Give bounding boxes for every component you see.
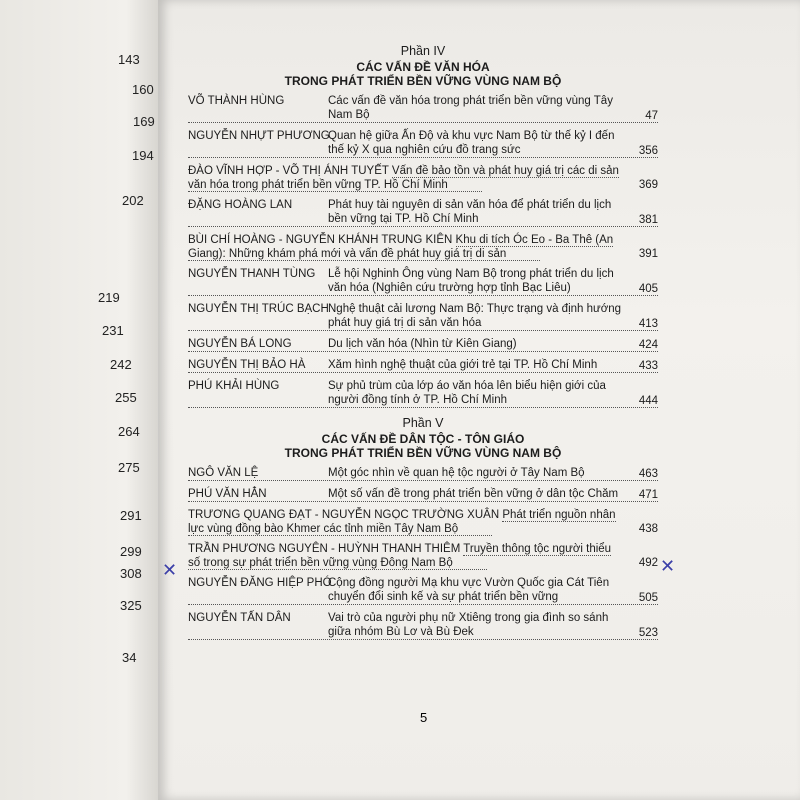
toc-title: Quan hệ giữa Ấn Độ và khu vực Nam Bộ từ thế kỷ I đến thế kỷ X qua nghiên cứu đồ trang sức bbox=[188, 129, 658, 158]
toc-page-number: 381 bbox=[638, 214, 658, 226]
toc-page-number: 438 bbox=[638, 523, 658, 535]
toc-title: Sự phủ trùm của lớp áo văn hóa lên biểu hiện giới của người đồng tính ở TP. Hồ Chí Minh bbox=[188, 379, 658, 408]
left-page-number: 242 bbox=[110, 357, 132, 372]
toc-page-number: 492 bbox=[638, 557, 658, 569]
toc-entry bbox=[188, 233, 658, 261]
toc-page-number: 471 bbox=[638, 489, 658, 501]
toc-author: ĐẶNG HOÀNG LAN bbox=[188, 199, 293, 211]
toc-page-number: 47 bbox=[645, 110, 658, 122]
toc-author: NGUYỄN TẤN DÂN bbox=[188, 612, 291, 624]
toc-entry bbox=[188, 164, 658, 192]
part-4-heading-line2: TRONG PHÁT TRIỂN BỀN VỮNG VÙNG NAM BỘ bbox=[284, 74, 562, 88]
toc-entry bbox=[188, 466, 658, 481]
toc-author: PHÚ KHẢI HÙNG bbox=[188, 380, 280, 392]
part-5-heading-line2: TRONG PHÁT TRIỂN BỀN VỮNG VÙNG NAM BỘ bbox=[284, 446, 562, 460]
toc-title: Một góc nhìn về quan hệ tộc người ở Tây Nam Bộ bbox=[188, 466, 658, 481]
toc-page-number: 391 bbox=[638, 248, 658, 260]
toc-page-number: 444 bbox=[638, 395, 658, 407]
toc-author: BÙI CHÍ HOÀNG - NGUYỄN KHÁNH TRUNG KIÊN bbox=[188, 234, 453, 246]
left-page-number: 299 bbox=[120, 544, 142, 559]
left-page-number: 308 bbox=[120, 566, 142, 581]
left-page-number: 169 bbox=[133, 114, 155, 129]
toc-entry bbox=[188, 302, 658, 331]
left-page-number: 194 bbox=[132, 148, 154, 163]
left-page-number: 255 bbox=[115, 390, 137, 405]
toc-author: NGÔ VĂN LỆ bbox=[188, 467, 259, 479]
toc-page-number: 463 bbox=[638, 468, 658, 480]
toc-title: Phát triển nguồn nhân lực vùng đồng bào Khmer các tỉnh miền Tây Nam Bộ bbox=[188, 509, 616, 535]
left-page-number: 291 bbox=[120, 508, 142, 523]
toc-title: Truyền thông tộc người thiểu số trong sự phát triển bền vững vùng Đông Nam Bộ bbox=[188, 543, 612, 569]
toc-entry bbox=[188, 542, 658, 570]
toc-entry bbox=[188, 337, 658, 352]
page-number: 5 bbox=[420, 710, 428, 725]
part-4-label: Phần IV bbox=[400, 44, 446, 58]
toc-title: Một số vấn đề trong phát triển bền vững ở dân tộc Chăm bbox=[188, 487, 658, 502]
toc-title: Các vấn đề văn hóa trong phát triển bền vững vùng Tây Nam Bộ bbox=[188, 94, 658, 123]
left-page-number: 160 bbox=[132, 82, 154, 97]
left-page-number: 275 bbox=[118, 460, 140, 475]
toc-author: NGUYỄN THANH TÙNG bbox=[188, 268, 316, 280]
toc-page-number: 505 bbox=[638, 592, 658, 604]
toc-entry bbox=[188, 379, 658, 408]
toc-title: Vấn đề bảo tồn và phát huy giá trị các di sản văn hóa trong phát triển bền vững TP. Hồ Chí Minh bbox=[188, 165, 619, 191]
part-4-heading-line1: CÁC VẤN ĐỀ VĂN HÓA bbox=[356, 60, 490, 74]
toc-page-number: 356 bbox=[638, 145, 658, 157]
toc-entry bbox=[188, 129, 658, 158]
table-of-contents bbox=[188, 40, 658, 640]
toc-title: Vai trò của người phụ nữ Xtiêng trong gia đình so sánh giữa nhóm Bù Lơ và Bù Đek bbox=[188, 611, 658, 640]
left-page-number: 143 bbox=[118, 52, 140, 67]
part-5-heading-line1: CÁC VẤN ĐỀ DÂN TỘC - TÔN GIÁO bbox=[321, 432, 525, 446]
left-page-number: 264 bbox=[118, 424, 140, 439]
toc-author: NGUYỄN ĐĂNG HIỆP PHÓ bbox=[188, 577, 332, 589]
toc-title: Nghệ thuật cải lương Nam Bộ: Thực trạng và định hướng phát huy giá trị di sản văn hóa bbox=[188, 302, 658, 331]
toc-entry bbox=[188, 508, 658, 536]
toc-author: ĐÀO VĨNH HỢP - VÕ THỊ ÁNH TUYẾT bbox=[188, 165, 389, 177]
right-page bbox=[158, 0, 800, 800]
toc-author: NGUYỄN BÁ LONG bbox=[188, 338, 292, 350]
toc-author: PHÚ VĂN HẲN bbox=[188, 488, 267, 500]
toc-entry bbox=[188, 358, 658, 373]
pen-mark-left: ✕ bbox=[162, 560, 178, 581]
toc-entry bbox=[188, 487, 658, 502]
toc-page-number: 369 bbox=[638, 179, 658, 191]
toc-entry bbox=[188, 94, 658, 123]
toc-page-number: 413 bbox=[638, 318, 658, 330]
left-page-number: 219 bbox=[98, 290, 120, 305]
part-5-label: Phần V bbox=[402, 416, 444, 430]
toc-page-number: 433 bbox=[638, 360, 658, 372]
toc-title: Du lịch văn hóa (Nhìn từ Kiên Giang) bbox=[188, 337, 658, 352]
left-page-number: 34 bbox=[122, 650, 137, 665]
toc-title: Phát huy tài nguyên di sản văn hóa để phát triển du lịch bền vững tại TP. Hồ Chí Minh bbox=[188, 198, 658, 227]
toc-entry bbox=[188, 198, 658, 227]
toc-author: NGUYỄN NHỰT PHƯƠNG bbox=[188, 130, 330, 142]
toc-page-number: 424 bbox=[638, 339, 658, 351]
left-page bbox=[0, 0, 158, 800]
left-page-number: 202 bbox=[122, 193, 144, 208]
left-page-number: 325 bbox=[120, 598, 142, 613]
toc-author: TRẦN PHƯƠNG NGUYÊN - HUỲNH THANH THIÊM bbox=[188, 543, 461, 555]
toc-entry bbox=[188, 267, 658, 296]
pen-mark-right: ✕ bbox=[660, 556, 676, 577]
toc-title: Lễ hội Nghinh Ông vùng Nam Bộ trong phát triển du lịch văn hóa (Nghiên cứu trường hợp tỉnh Bạc Liêu) bbox=[188, 267, 658, 296]
toc-title: Cộng đồng người Mạ khu vực Vườn Quốc gia Cát Tiên chuyển đổi sinh kế và sự phát triển bền vững bbox=[188, 576, 658, 605]
toc-author: TRƯƠNG QUANG ĐẠT - NGUYỄN NGỌC TRƯỜNG XUÂN bbox=[188, 509, 500, 521]
toc-author: NGUYỄN THỊ BẢO HÀ bbox=[188, 359, 306, 371]
toc-page-number: 405 bbox=[638, 283, 658, 295]
toc-title: Khu di tích Óc Eo - Ba Thê (An Giang): Những khám phá mới và vấn đề phát huy giá trị di sản bbox=[188, 234, 614, 260]
toc-author: VÕ THÀNH HÙNG bbox=[188, 95, 285, 107]
toc-page-number: 523 bbox=[638, 627, 658, 639]
toc-author: NGUYỄN THỊ TRÚC BẠCH bbox=[188, 303, 329, 315]
toc-entry bbox=[188, 611, 658, 640]
toc-title: Xăm hình nghệ thuật của giới trẻ tại TP. Hồ Chí Minh bbox=[188, 358, 658, 373]
left-page-number: 231 bbox=[102, 323, 124, 338]
toc-entry bbox=[188, 576, 658, 605]
